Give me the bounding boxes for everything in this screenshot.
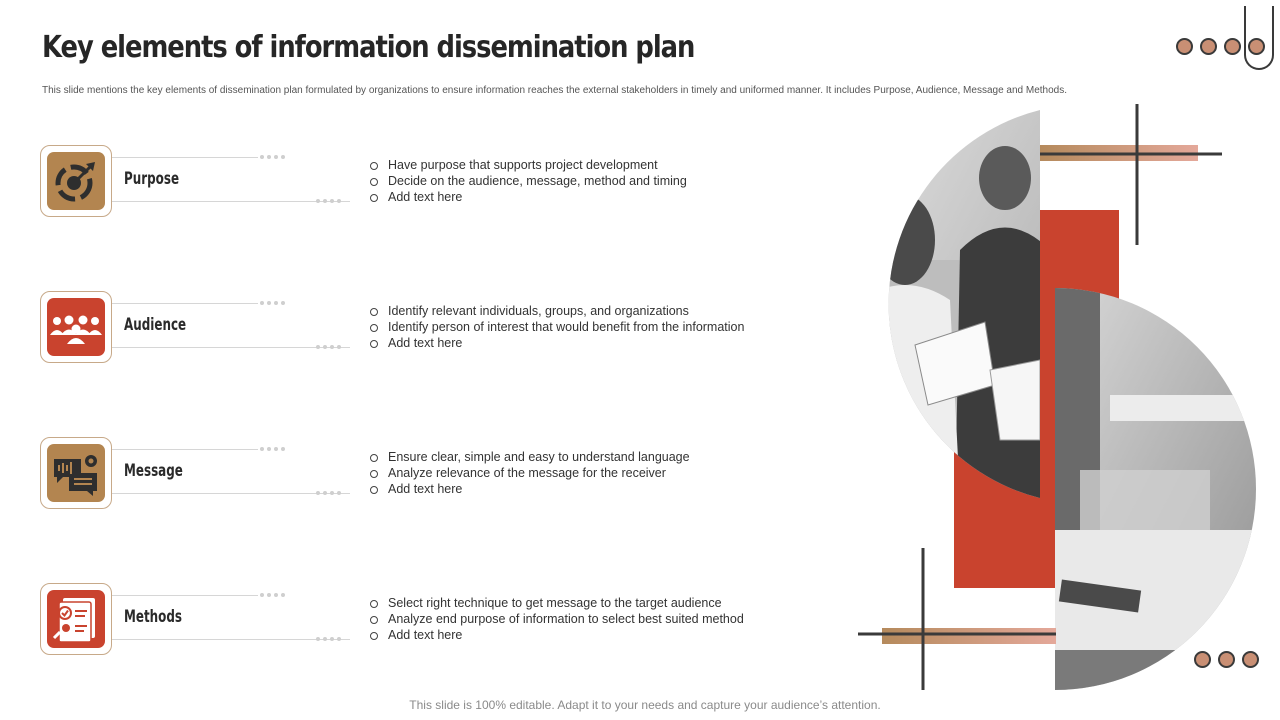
connector-dots — [260, 447, 285, 451]
connector-dots — [316, 199, 341, 203]
message-icon — [47, 444, 105, 502]
connector-line — [112, 639, 350, 640]
audience-bullets — [368, 303, 808, 351]
connector-dots — [316, 637, 341, 641]
connector-line — [112, 201, 350, 202]
bullet-item: Have purpose that supports project development — [368, 157, 808, 173]
connector-line — [112, 157, 258, 158]
element-purpose — [40, 145, 360, 217]
decorative-bar — [882, 628, 1056, 644]
connector-dots — [260, 593, 285, 597]
page-subtitle: This slide mentions the key elements of dissemination plan formulated by organizations to ensure information reaches the external stakeholders in timely and uniformed manner. It includes Purpose, Audience, Message and Methods. — [42, 85, 1068, 96]
audience-icon — [47, 298, 105, 356]
bullet-item: Add text here — [368, 627, 808, 643]
target-icon — [47, 152, 105, 210]
message-icon-box — [40, 437, 112, 509]
methods-bullets — [368, 595, 808, 643]
element-label: Message — [124, 461, 183, 481]
connector-line — [112, 303, 258, 304]
page-title: Key elements of information dissemination plan — [42, 30, 695, 65]
purpose-icon-box — [40, 145, 112, 217]
bullet-item: Ensure clear, simple and easy to understand language — [368, 449, 808, 465]
bullet-item: Decide on the audience, message, method and timing — [368, 173, 808, 189]
office-photo — [1055, 285, 1265, 695]
audience-icon-box — [40, 291, 112, 363]
footer-note: This slide is 100% editable. Adapt it to your needs and capture your audience’s attention. — [409, 698, 881, 712]
decorative-dot — [1176, 38, 1193, 55]
element-label: Audience — [124, 315, 187, 335]
people-photo — [830, 100, 1050, 520]
bullet-item: Add text here — [368, 189, 808, 205]
bullet-item: Select right technique to get message to the target audience — [368, 595, 808, 611]
decorative-dot — [1200, 38, 1217, 55]
connector-dots — [260, 155, 285, 159]
connector-line — [112, 595, 258, 596]
connector-line — [112, 493, 350, 494]
decorative-dot — [1218, 651, 1235, 668]
bullet-item: Identify person of interest that would benefit from the information — [368, 319, 808, 335]
message-bullets — [368, 449, 808, 497]
bullet-item: Add text here — [368, 481, 808, 497]
decorative-dot — [1242, 651, 1259, 668]
bullet-item: Add text here — [368, 335, 808, 351]
element-methods — [40, 583, 360, 655]
decorative-dot — [1224, 38, 1241, 55]
connector-line — [112, 449, 258, 450]
decorative-pill — [1244, 6, 1274, 70]
photo-collage — [830, 100, 1280, 700]
connector-dots — [260, 301, 285, 305]
bullet-item: Analyze end purpose of information to select best suited method — [368, 611, 808, 627]
purpose-bullets — [368, 157, 808, 205]
element-label: Methods — [124, 607, 183, 627]
connector-line — [112, 347, 350, 348]
bullet-item: Analyze relevance of the message for the receiver — [368, 465, 808, 481]
connector-dots — [316, 491, 341, 495]
element-label: Purpose — [124, 169, 180, 189]
methods-icon — [47, 590, 105, 648]
decorative-dot — [1194, 651, 1211, 668]
connector-dots — [316, 345, 341, 349]
element-message — [40, 437, 360, 509]
methods-icon-box — [40, 583, 112, 655]
element-audience — [40, 291, 360, 363]
bullet-item: Identify relevant individuals, groups, and organizations — [368, 303, 808, 319]
decorative-dots-bottom — [1194, 651, 1259, 668]
